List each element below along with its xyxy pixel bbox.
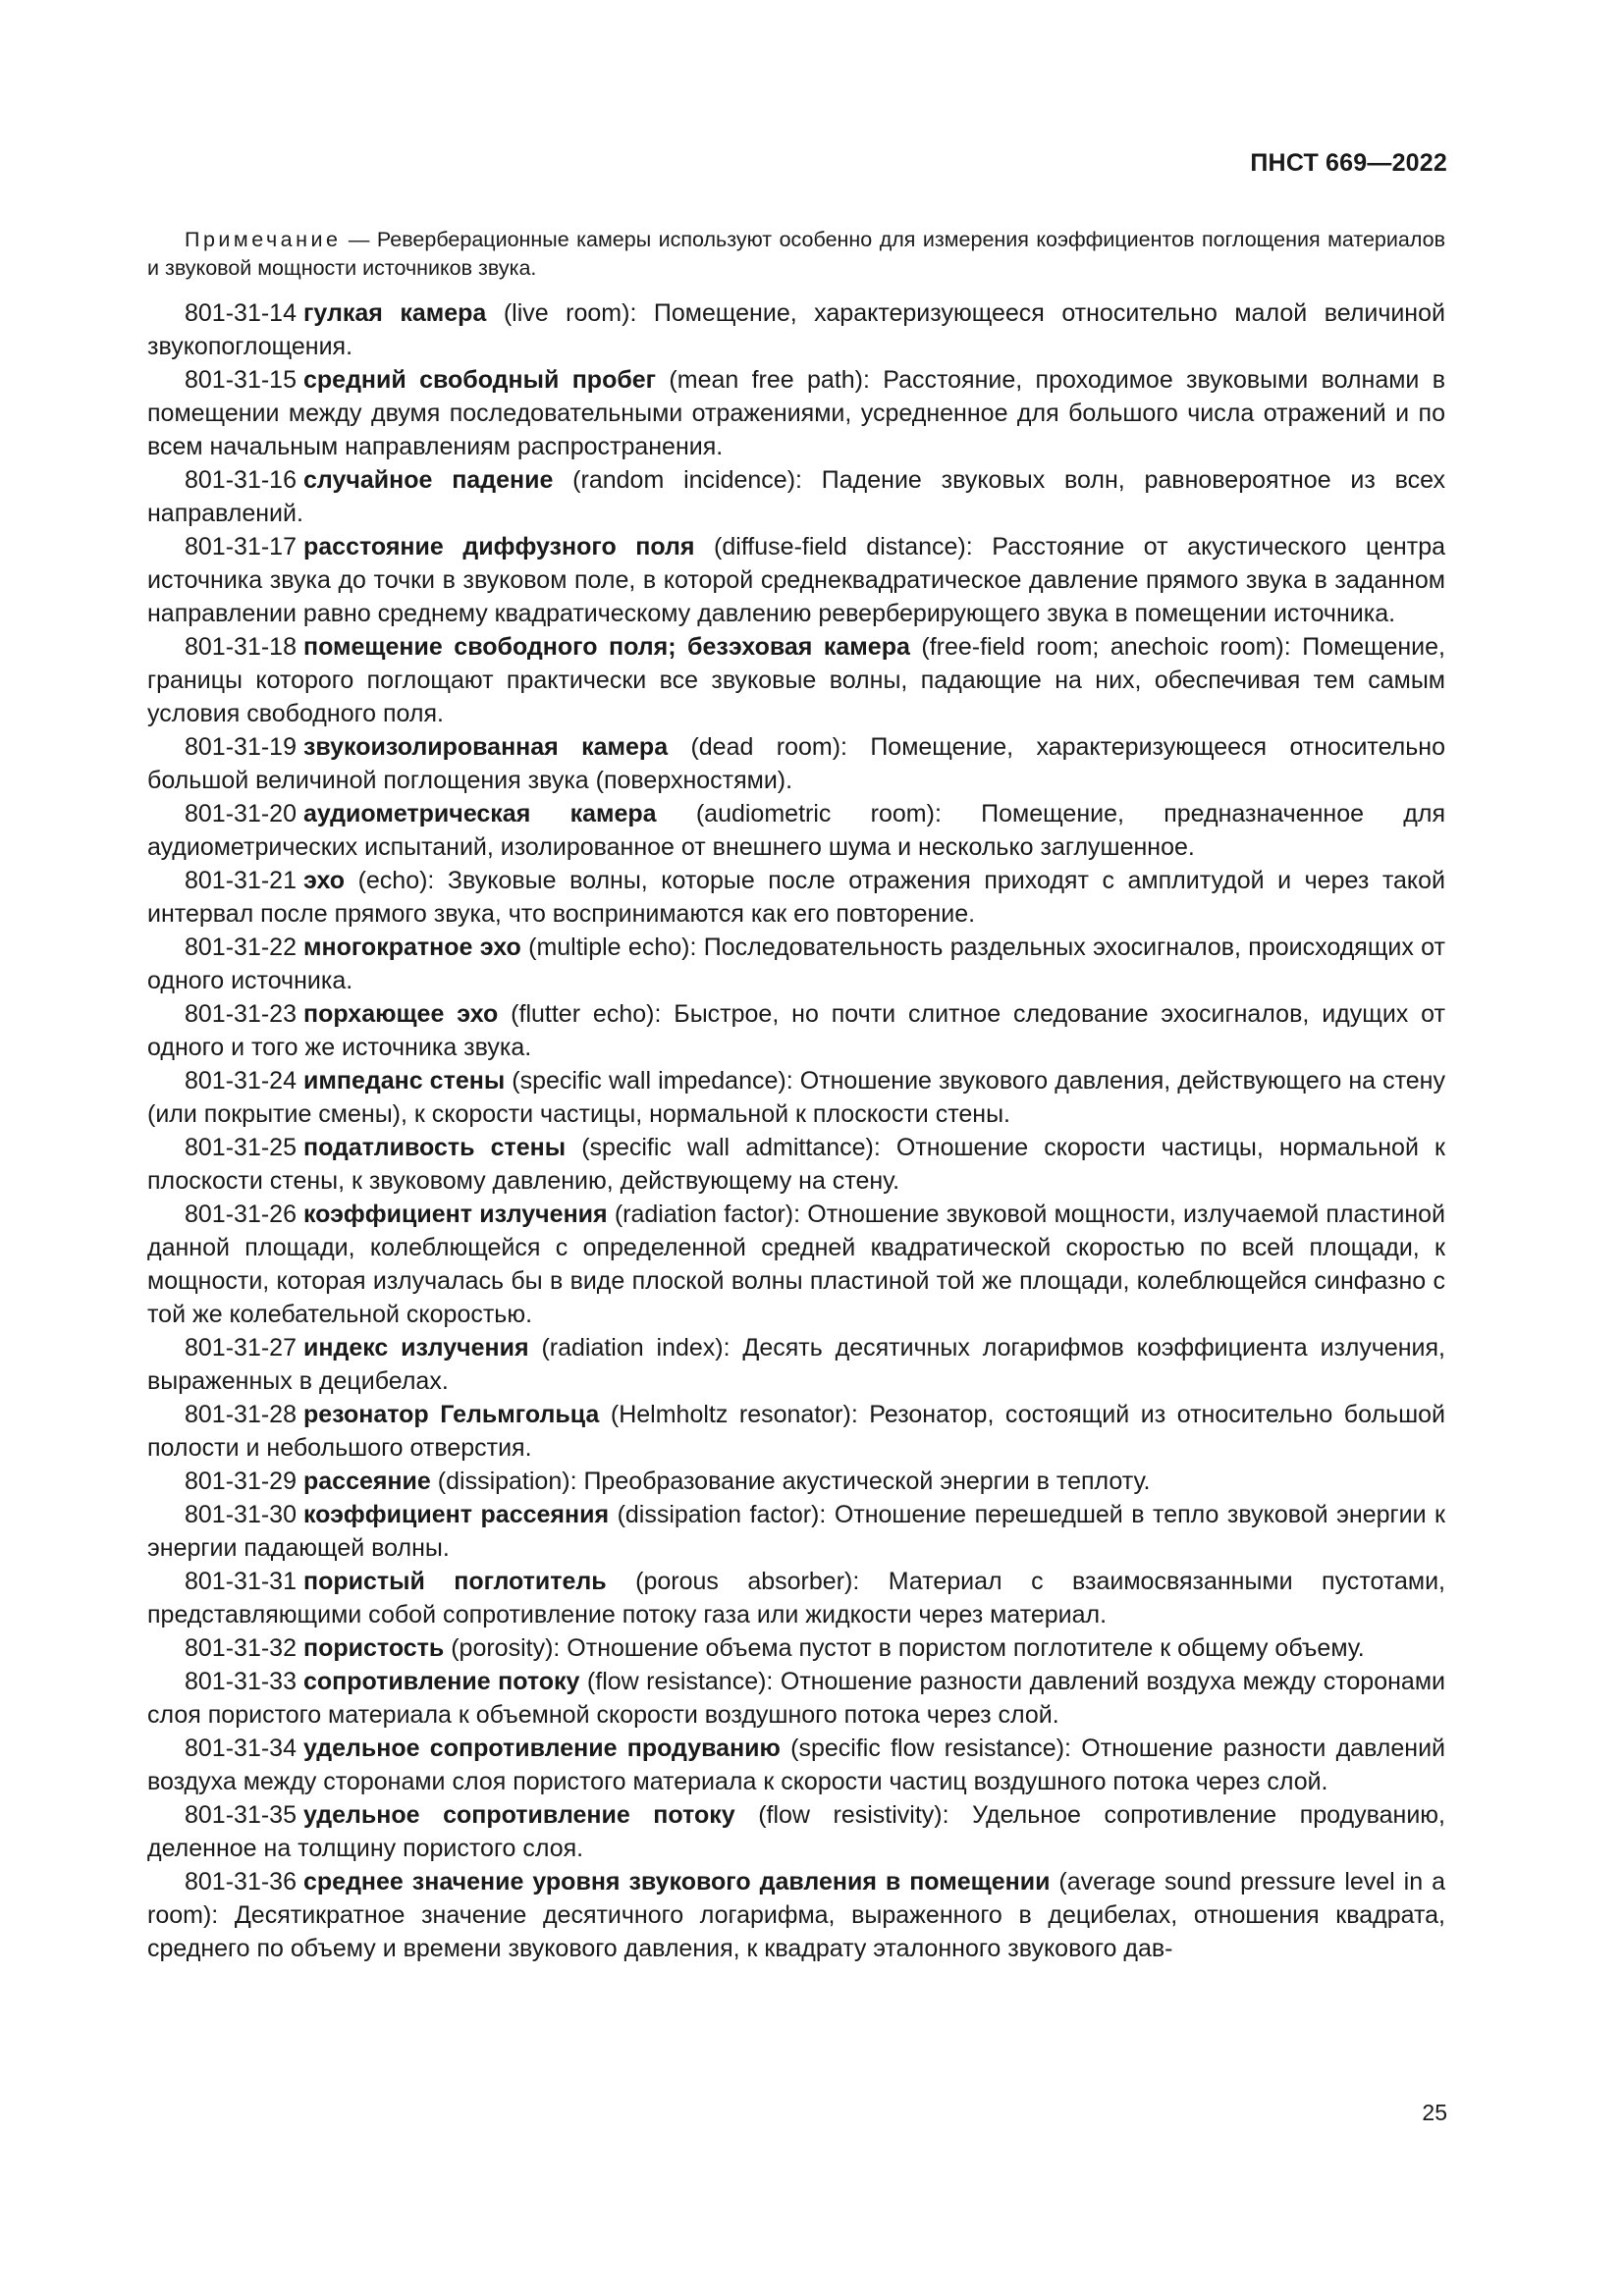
term-number: 801-31-20 xyxy=(185,800,297,828)
term-name: помещение свободного поля; безэховая камера xyxy=(302,633,910,661)
term-number: 801-31-28 xyxy=(185,1401,297,1428)
term-number: 801-31-15 xyxy=(185,366,297,394)
term-name: индекс излучения xyxy=(302,1334,529,1362)
term-name: звукоизолированная камера xyxy=(302,733,669,761)
term-entry xyxy=(147,1732,1445,1798)
term-entry xyxy=(147,630,1445,730)
term-definition: (echo): Звуковые волны, которые после отражения приходят с амплитудой и через такой интервал после прямого звука, что воспринимаются как его повторение. xyxy=(147,867,1445,928)
term-name: коэффициент излучения xyxy=(302,1201,608,1228)
term-number: 801-31-14 xyxy=(185,299,297,327)
term-definition: (porosity): Отношение объема пустот в пористом поглотителе к общему объему. xyxy=(444,1634,1365,1662)
term-definition: (flutter echo): Быстрое, но почти слитное следование эхосигналов, идущих от одного и того же источника звука. xyxy=(147,1000,1445,1061)
term-number: 801-31-29 xyxy=(185,1468,297,1495)
term-definition: (specific wall impedance): Отношение звукового давления, действующего на стену (или покрытие смены), к скорости частицы, нормальной к плоскости стены. xyxy=(147,1067,1445,1128)
term-entry xyxy=(147,296,1445,363)
term-entry xyxy=(147,1631,1445,1665)
term-definition: (specific flow resistance): Отношение разности давлений воздуха между сторонами слоя пористого материала к скорости частиц воздушного потока через слой. xyxy=(147,1735,1446,1795)
note-label: Примечание xyxy=(185,228,342,251)
term-entry xyxy=(147,997,1445,1064)
term-number: 801-31-16 xyxy=(185,466,297,494)
term-number: 801-31-26 xyxy=(185,1201,297,1228)
term-number: 801-31-23 xyxy=(185,1000,297,1028)
term-name: сопротивление потоку xyxy=(302,1668,580,1695)
term-entry xyxy=(147,1331,1445,1398)
term-definition: (dissipation): Преобразование акустической энергии в теплоту. xyxy=(430,1468,1151,1495)
term-name: среднее значение уровня звукового давления в помещении xyxy=(302,1868,1051,1896)
note-paragraph xyxy=(147,226,1445,283)
term-number: 801-31-25 xyxy=(185,1134,297,1161)
term-number: 801-31-30 xyxy=(185,1501,297,1528)
term-definition: (average sound pressure level in a room): Десятикратное значение десятичного логарифма, выраженного в децибелах, отношения квадрата, среднего по объему и времени звукового давления, к квадрату эталонного звукового дав- xyxy=(147,1868,1445,1962)
term-name: пористый поглотитель xyxy=(302,1568,607,1595)
term-entry xyxy=(147,797,1445,864)
term-number: 801-31-32 xyxy=(185,1634,297,1662)
term-name: пористость xyxy=(302,1634,445,1662)
term-definition: (mean free path): Расстояние, проходимое звуковыми волнами в помещении между двумя последовательными отражениями, усредненное для большого числа отражений и по всем начальным направлениям распространения. xyxy=(147,366,1445,460)
term-number: 801-31-24 xyxy=(185,1067,297,1095)
term-number: 801-31-19 xyxy=(185,733,297,761)
term-entry xyxy=(147,1565,1445,1631)
term-entry xyxy=(147,1865,1445,1965)
term-definition: (flow resistivity): Удельное сопротивление продуванию, деленное на толщину пористого слоя. xyxy=(147,1801,1445,1862)
term-number: 801-31-22 xyxy=(185,934,297,961)
term-number: 801-31-33 xyxy=(185,1668,297,1695)
term-number: 801-31-27 xyxy=(185,1334,297,1362)
term-definition: (free-field room; anechoic room): Помещение, границы которого поглощают практически все звуковые волны, падающие на них, обеспечивая тем самым условия свободного поля. xyxy=(147,633,1445,727)
term-number: 801-31-21 xyxy=(185,867,297,894)
term-name: податливость стены xyxy=(302,1134,567,1161)
term-definition: (diffuse-field distance): Расстояние от акустического центра источника звука до точки в звуковом поле, в которой среднеквадратическое давление прямого звука в заданном направлении равно среднему квадратическому давлению реверберирующего звука в помещении источника. xyxy=(147,533,1445,627)
term-number: 801-31-35 xyxy=(185,1801,297,1829)
term-name: многократное эхо xyxy=(302,934,521,961)
term-number: 801-31-17 xyxy=(185,533,297,561)
term-entry xyxy=(147,1398,1445,1465)
term-definition: (audiometric room): Помещение, предназначенное для аудиометрических испытаний, изолированное от внешнего шума и несколько заглушенное. xyxy=(147,800,1445,861)
term-name: коэффициент рассеяния xyxy=(302,1501,610,1528)
page-number: 25 xyxy=(1422,2100,1447,2125)
term-definition: (dead room): Помещение, характеризующееся относительно большой величиной поглощения звука (поверхностями). xyxy=(147,733,1445,794)
term-definition: (live room): Помещение, характеризующееся относительно малой величиной звукопоглощения. xyxy=(147,299,1445,360)
term-entry xyxy=(147,1064,1445,1131)
term-name: удельное сопротивление продуванию xyxy=(302,1735,781,1762)
term-name: расстояние диффузного поля xyxy=(302,533,695,561)
term-entry xyxy=(147,1465,1445,1498)
term-entry xyxy=(147,730,1445,797)
term-number: 801-31-31 xyxy=(185,1568,297,1595)
term-entry xyxy=(147,363,1445,463)
term-entry xyxy=(147,1198,1445,1331)
term-entry xyxy=(147,530,1445,630)
term-entry xyxy=(147,931,1445,997)
term-entry xyxy=(147,1498,1445,1565)
term-name: импеданс стены xyxy=(302,1067,506,1095)
term-entry xyxy=(147,1798,1445,1865)
term-name: рассеяние xyxy=(302,1468,431,1495)
term-definition: (random incidence): Падение звуковых волн, равновероятное из всех направлений. xyxy=(147,466,1445,527)
document-code: ПНСТ 669—2022 xyxy=(1250,149,1447,177)
term-name: гулкая камера xyxy=(302,299,487,327)
term-definition: (specific wall admittance): Отношение скорости частицы, нормальной к плоскости стены, к звуковому давлению, действующему на стену. xyxy=(147,1134,1445,1195)
term-definition: (Helmholtz resonator): Резонатор, состоящий из относительно большой полости и небольшого отверстия. xyxy=(147,1401,1445,1462)
term-definition: (porous absorber): Материал с взаимосвязанными пустотами, представляющими собой сопротивление потоку газа или жидкости через материал. xyxy=(147,1568,1445,1629)
term-name: случайное падение xyxy=(302,466,554,494)
term-number: 801-31-18 xyxy=(185,633,297,661)
term-definition: (flow resistance): Отношение разности давлений воздуха между сторонами слоя пористого материала к объемной скорости воздушного потока через слой. xyxy=(147,1668,1445,1729)
term-definition: (multiple echo): Последовательность раздельных эхосигналов, происходящих от одного источника. xyxy=(147,934,1445,994)
page-content xyxy=(147,226,1445,1965)
term-definition: (radiation factor): Отношение звуковой мощности, излучаемой пластиной данной площади, колеблющейся с определенной средней квадратической скоростью по всей площади, к мощности, которая излучалась бы в виде плоской волны пластиной той же площади, колеблющейся синфазно с той же колебательной скоростью. xyxy=(147,1201,1445,1328)
term-entry xyxy=(147,864,1445,931)
term-name: эхо xyxy=(302,867,346,894)
term-name: порхающее эхо xyxy=(302,1000,499,1028)
note-text: — Реверберационные камеры используют особенно для измерения коэффициентов поглощения материалов и звуковой мощности источников звука. xyxy=(147,228,1445,280)
term-name: аудиометрическая камера xyxy=(302,800,657,828)
term-number: 801-31-36 xyxy=(185,1868,297,1896)
term-entry xyxy=(147,463,1445,530)
term-name: средний свободный пробег xyxy=(302,366,657,394)
term-definition: (radiation index): Десять десятичных логарифмов коэффициента излучения, выраженных в децибелах. xyxy=(147,1334,1445,1395)
term-name: удельное сопротивление потоку xyxy=(302,1801,735,1829)
term-number: 801-31-34 xyxy=(185,1735,297,1762)
term-name: резонатор Гельмгольца xyxy=(302,1401,600,1428)
term-definition: (dissipation factor): Отношение перешедшей в тепло звуковой энергии к энергии падающей волны. xyxy=(147,1501,1445,1562)
term-entry xyxy=(147,1665,1445,1732)
term-entry xyxy=(147,1131,1445,1198)
